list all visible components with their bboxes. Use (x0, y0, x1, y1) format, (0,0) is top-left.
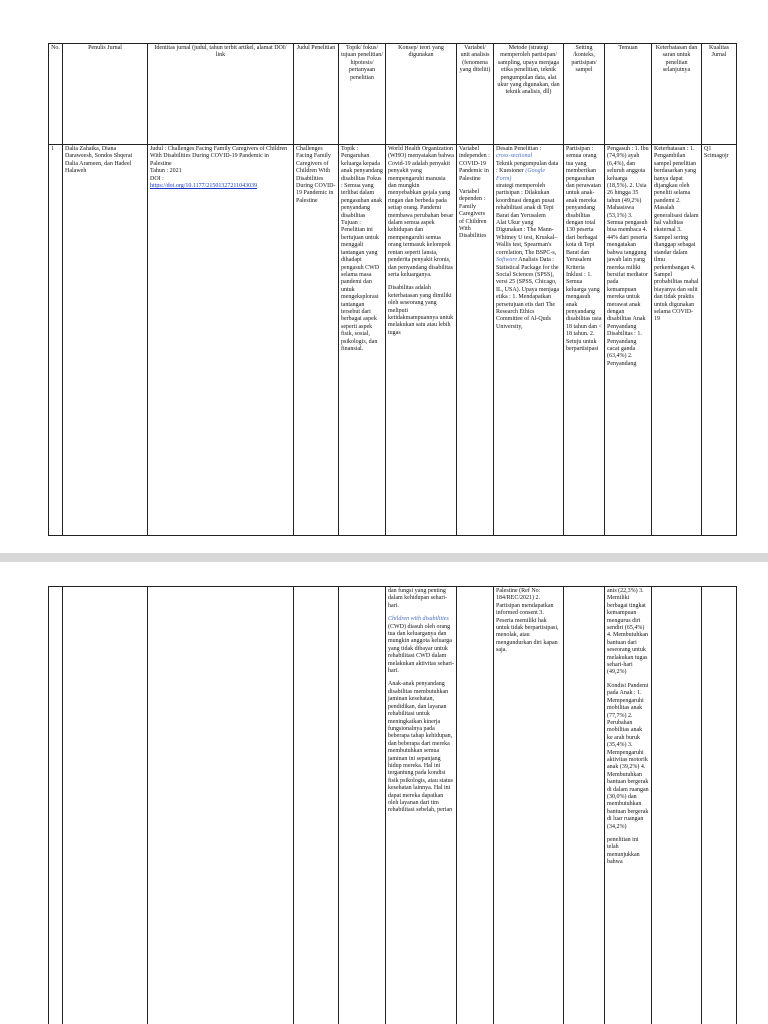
method-google-form: (Google Form) (496, 168, 545, 182)
quality-cell: Q1 Scimagojr (702, 145, 737, 536)
row-number (49, 587, 63, 1024)
findings-cell (605, 587, 652, 1024)
author-cell: Dalia Zahaika, Diana Daraweesh, Sondos Shqerat Dalia Arameen, dan Hadeel Halaweh (63, 145, 148, 536)
identity-tahun: Tahun : 2021 (150, 168, 182, 175)
identity-cell (148, 587, 294, 1024)
concept-cell (386, 587, 457, 1024)
col-variable-header: Variabel/ unit analisis (fenomena yang diteliti) (457, 44, 494, 145)
row-number: 1 (49, 145, 63, 536)
concept-cell (386, 145, 457, 536)
review-table-continued (48, 586, 737, 1024)
topic-cell (339, 587, 386, 1024)
title-cell: Challenges Facing Family Caregivers of Children With Disabilities During COVID-19 Pandemic in Palestine (294, 145, 339, 536)
identity-doi-label: DOI : (150, 175, 164, 182)
col-identity-header: Identitas jurnal (judul, tahun terbit artikel, alamat DOI/ link (148, 44, 294, 145)
col-title-header: Judul Penelitian (294, 44, 339, 145)
col-limitations-header: Keterbatasan dan saran untuk peneliian selanjutnya (652, 44, 702, 145)
identity-cell (148, 145, 294, 536)
table-row (49, 587, 737, 1024)
quality-cell (702, 587, 737, 1024)
findings-cell: Pengasuh : 1. Ibu (74,9%) ayah (6,4%), dan seluruh anggota keluarga (18,5%). 2. Usia 26 hingga 35 tahun (49,2%) Mahasiswa (53,1%) 3. Semua pengasuh bisa membaca 4. 44% dari peserta mengatakan bahwa tanggung jawab lain yang mereka miliki bersifat mediator pada kemampuan mereka untuk merawat anak dengan disabilitas Anak Penyandang Disabilitas : 1. Penyandang cacat ganda (63,4%) 2. Penyandang (605, 145, 652, 536)
limitations-cell (652, 587, 702, 1024)
review-table (48, 43, 737, 536)
concept-italic-term: Children with disabilities (388, 616, 449, 623)
method-cell: Palestine (Ref No: 184/REC/2021) 2. Partisipan mendapatkan informed consent 3. Peserta memiliki hak untuk tidak berpartisipasi, menolak, atau mengundurkan diri kapan saja. (494, 587, 564, 1024)
method-design-label: Desain Penelitian : (496, 146, 542, 152)
findings-paragraph: penelitian ini telah menunjukkan bahwa (607, 837, 640, 866)
table-row (49, 145, 737, 536)
method-analysis: Analisis Data : Statistical Package for the Social Sciences (SPSS), versi 25 (SPSS, Chicago, IL, USA). Upaya menjaga etika : 1. Mendapatkan persetujuan etis dari The Research Ethics Committee of Al-Quds University, (496, 257, 560, 330)
findings-paragraph: Kondisi Pandemi pada Anak : 1. Mempengaruhi mobilitas anak (77,7%) 2. Perubahan mobilitas anak ke arah buruk (35,4%) 3. Mempengaruhi aktivitas motorik anak (39,2%) 4. Membutuhkan bantuan bergerak di dalam ruangan (30,0%) dan membutuhkan bantuan bergerak di luar ruangan (34,2%) (607, 682, 649, 830)
title-cell (294, 587, 339, 1024)
identity-judul: Judul : Challenges Facing Family Caregivers of Children With Disabilities During COVID-19 Pandemic in Palestine (150, 146, 288, 167)
method-strategy: strategi memperoleh partisipan : Dilakukan koordinasi dengan pusat rehabilitasi anak di Tepi Barat dan Yerusalem (496, 183, 555, 219)
variable-independent: Variabel independen : COVID-19 Pandemic in Palestine (459, 146, 490, 182)
method-software: Software (496, 257, 518, 264)
findings-paragraph: anis (22,3%) 3. Memiliki berbagai tingkat kemampuan mengurus diri sendiri (65,4%) 4. Membutuhkan bantuan dari seseorang untuk melakukan tugas sehari-hari (49,2%) (607, 588, 648, 676)
concept-paragraph: World Health Organization (WHO) menyatakan bahwa Covid-19 adalah penyakit penyakit yang mempengaruhi manusia dan mungkin menyebabkan gejala yang ringan dan berbeda pada setiap orang. Pandemi membawa perubahan besar dalam semua aspek kehidupan dan mempengaruhi semua orang termasuk kelompok rentan seperti lansia, penderita penyakit kronis, dan penyandang disabilitas serta keluarganya. (388, 146, 454, 278)
col-method-header: Metode (strategi memperoleh partisipan/ sampling, upaya menjaga etika penelitian, teknik pengumpulan data, alat ukur yang digunakan, dan teknik analisis, dll) (494, 44, 564, 145)
setting-cell (564, 587, 605, 1024)
setting-cell: Partisipan : semua orang tua yang memberikan pengasuhan dan perawatan untuk anak-anak mereka penyandang disabilitas dengan total 130 peserta dari berbagai kota di Tepi Barat dan Yerusalem Kriteria Inklusi : 1. Semua keluarga yang mengasuh anak penyandang disabilitas usia 18 tahun dan < 18 tahun. 2. Setuju untuk berpartisipasi (564, 145, 605, 536)
col-setting-header: Setting /konteks, partisipan/ sampel (564, 44, 605, 145)
variable-cell (457, 145, 494, 536)
variable-dependent: Variabel dependen : Family Caregivers of Children With Disabilities (459, 189, 487, 240)
doi-link[interactable]: https://doi.org/10.1177/21501327211043039 (150, 183, 258, 190)
header-row (49, 44, 737, 145)
author-cell (63, 587, 148, 1024)
col-quality-header: Kualitas Jurnal (702, 44, 737, 145)
limitations-cell: Keterbatasan : 1. Pengambilan sampel penelitian berdasarkan yang hanya dapat dijangkau oleh peneliti selama pandemi 2. Masalah generalisasi dalam hal validitas eksternal 3. Sampel sering dianggap sebagai standar dalam ilmu perkembangan 4. Sampel probabilitas mahal biayanya dan sulit dan tidak praktis untuk digunakan selama COVID-19 (652, 145, 702, 536)
page-2 (0, 562, 768, 1024)
method-design-value: cross-sectional (496, 153, 533, 160)
topic-cell: Topik : Pengaruhan keluarga kepada anak penyandang disabilitas Fokus : Semua yang terlibat dalam pengasuhan anak penyandang disabilitas Tujuan : Penelitian ini bertujuan untuk menggali tantangan yang dihadapi pengasuh CWD selama masa pandemi dan untuk mengeksplorasi tantangan tersebut dari berbagai aspek seperti aspek fisik, sosial, psikologis, dan finansial. (339, 145, 386, 536)
concept-paragraph: Disabilitas adalah keterbatasan yang dimiliki oleh seseorang yang meliputi ketidakmampuannya untuk melakukan satu atau lebih tugas (388, 285, 454, 336)
method-technique: Teknik pengumpulan data : Kuesioner (496, 160, 559, 175)
col-author-header: Penulis Jurnal (63, 44, 148, 145)
concept-paragraph: Anak-anak penyandang disabilitas membutuhkan jaminan kesehatan, pendidikan, dan layanan rehabilitasi untuk meningkatkan kinerja fungsionalnya pada beberapa tahap kehidupan, dan beberapa dari mereka membutuhkan semua jaminan ini sepanjang hidup mereka. Hal ini tergantung pada kondisi fisik psikologis, atau status kesehatan lainnya. Hal ini dapat mereka dapatkan oleh layanan dari tim rehabilitasi sebelah, perian (388, 681, 453, 814)
col-findings-header: Temuan (605, 44, 652, 145)
col-concept-header: Konsep/ teori yang digunakan (386, 44, 457, 145)
variable-cell (457, 587, 494, 1024)
method-tools: Alat Ukur yang Digunakan : The Mann-Whitney U test, Kruskal–Wallis test, Spearman's correlation, The BSPC-s, (496, 220, 558, 256)
col-no-header: No. (49, 44, 63, 145)
concept-paragraph: dan fungsi yang penting dalam kehidupan sehari-hari. (388, 588, 447, 609)
col-topic-header: Topik/ fokus/ tujuan penelitian/ hipotesis/ pertanyaan penelitian (339, 44, 386, 145)
method-cell (494, 145, 564, 536)
concept-paragraph: (CWD) diasuh oleh orang tua dan keluarganya dan mungkin anggota keluarga yang tidak dibayar untuk rehabilitasi CWD dalam melakukan aktivitas sehari-hari. (388, 623, 454, 675)
